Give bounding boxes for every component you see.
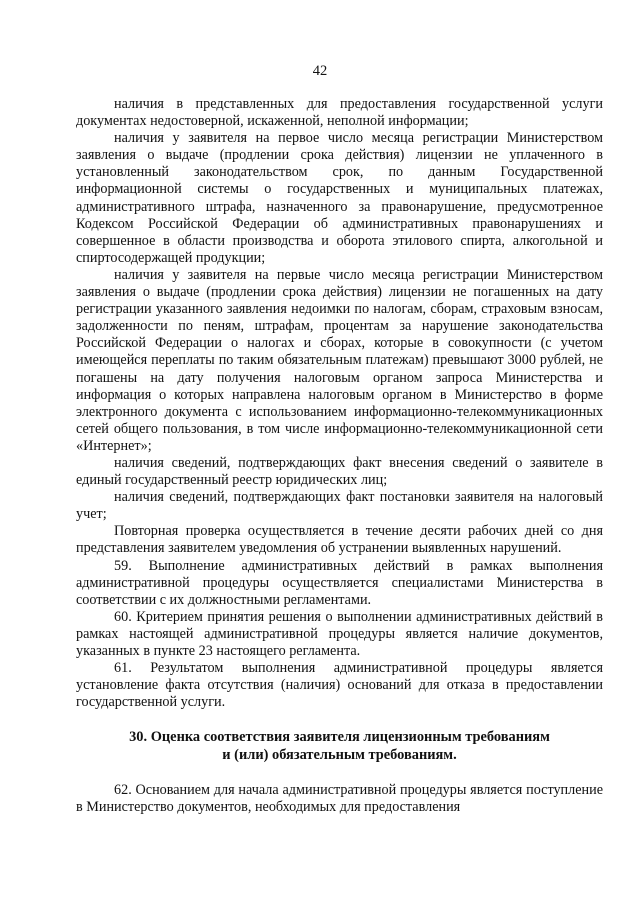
document-body <box>76 96 603 816</box>
paragraph-unpaid-fine: наличия у заявителя на первое число месяца регистрации Министерством заявления о выдаче (продлении срока действия) лицензии не уплаченного в установленный законодательством срок, по данным Государственной информационной системы о государственных и муниципальных платежах, административного штрафа, назначенного за правонарушение, предусмотренное Кодексом Российской Федерации об административных правонарушениях и совершенное в области производства и оборота этилового спирта, алкогольной и спиртосодержащей продукции; <box>76 130 603 266</box>
section-heading <box>76 729 603 764</box>
paragraph-false-information: наличия в представленных для предоставления государственной услуги документах недостоверной, искаженной, неполной информации; <box>76 96 603 130</box>
paragraph-repeat-check: Повторная проверка осуществляется в течение десяти рабочих дней со дня представления заявителем уведомления об устранении выявленных нарушений. <box>76 523 603 557</box>
section-heading-line-1: 30. Оценка соответствия заявителя лицензионным требованиям <box>129 729 550 746</box>
paragraph-item-59: 59. Выполнение административных действий в рамках выполнения административной процедуры осуществляется специалистами Министерства в соответствии с их должностными регламентами. <box>76 557 603 608</box>
page-number: 42 <box>312 63 328 79</box>
paragraph-item-60: 60. Критерием принятия решения о выполнении административных действий в рамках настоящей административной процедуры является наличие документов, указанных в пункте 23 настоящего регламента. <box>76 608 603 659</box>
paragraph-legal-entities-registry: наличия сведений, подтверждающих факт внесения сведений о заявителе в единый государственный реестр юридических лиц; <box>76 454 603 489</box>
paragraph-tax-registration: наличия сведений, подтверждающих факт постановки заявителя на налоговый учет; <box>76 489 603 523</box>
section-heading-line-2: и (или) обязательным требованиям. <box>222 746 457 763</box>
paragraph-item-62: 62. Основанием для начала административной процедуры является поступление в Министерство документов, необходимых для предоставления <box>76 782 603 816</box>
paragraph-item-61: 61. Результатом выполнения административной процедуры является установление факта отсутствия (наличия) оснований для отказа в предоставлении государственной услуги. <box>76 660 603 711</box>
paragraph-tax-arrears: наличия у заявителя на первые число месяца регистрации Министерством заявления о выдаче (продлении срока действия) лицензии не погашенных на дату регистрации указанного заявления недоимки по налогам, сборам, страховым взносам, задолженности по пеням, штрафам, процентам за нарушение законодательства Российской Федерации о налогах и сборах, которые в совокупности (с учетом имеющейся переплаты по таким обязательным платежам) превышают 3000 рублей, не погашены на дату получения налоговым органом запроса Министерства и информация о которых направлена налоговым органом в Министерство в форме электронного документа с использованием информационно-телекоммуникационных сетей общего пользования, в том числе информационно-телекоммуникационной сети «Интернет»; <box>76 266 603 454</box>
